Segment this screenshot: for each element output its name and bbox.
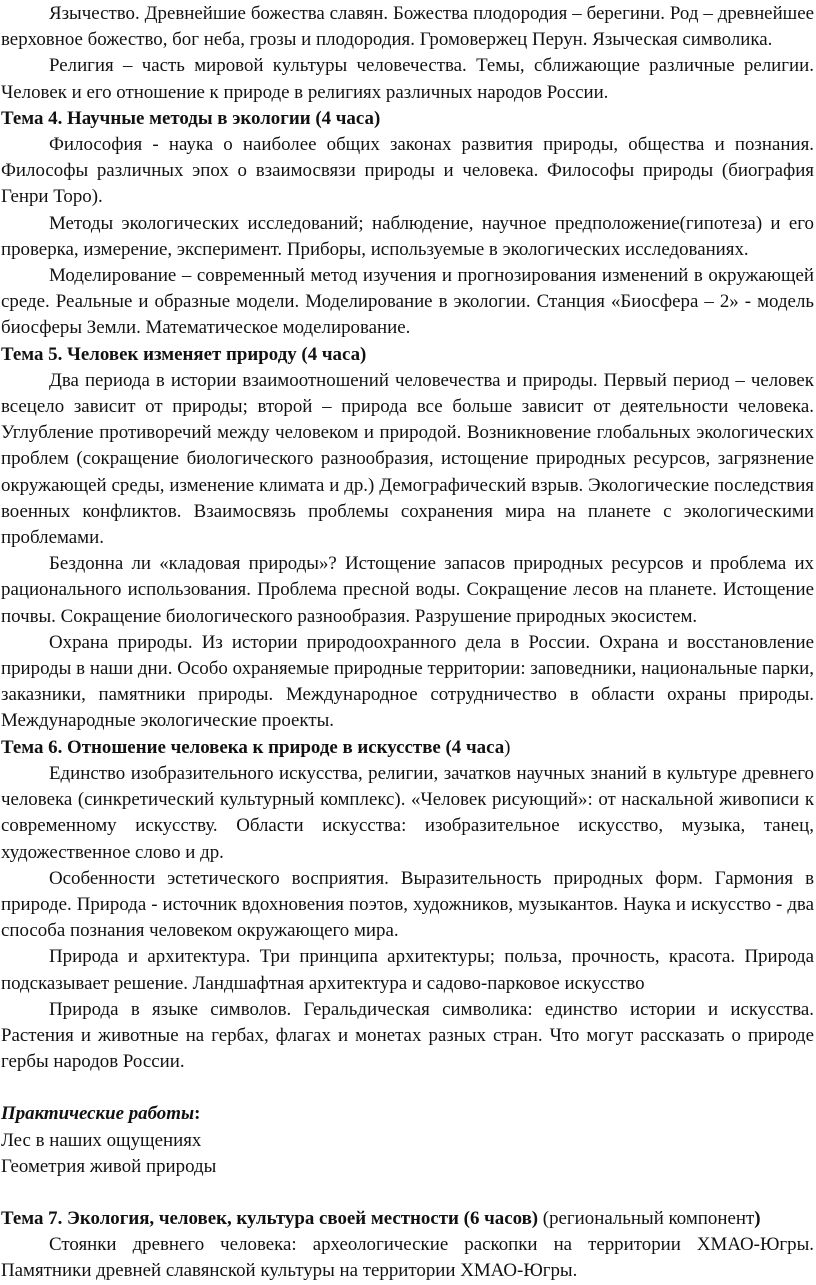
topic-5-heading: Тема 5. Человек изменяет природу (4 часа) — [1, 343, 367, 365]
topic-5-paragraph: Бездонна ли «кладовая природы»? Истощение запасов природных ресурсов и проблема их рационального использования. Проблема пресной воды. Сокращение лесов на планете. Истощение почвы. Сокращение биологического разнообразия. Разрушение природных экосистем. — [1, 553, 814, 627]
topic-5-paragraph: Два периода в истории взаимоотношений человечества и природы. Первый период – человек всецело зависит от природы; второй – природа все больше зависит от деятельности человека. Углубление противоречий между человеком и природой. Возникновение глобальных экологических проблем (сокращение биологического разнообразия, истощение природных ресурсов, загрязнение окружающей среды, изменение климата и др.) Демографический взрыв. Экологические последствия военных конфликтов. Взаимосвязь проблемы сохранения мира на планете с экологическими проблемами. — [1, 369, 814, 549]
topic-6-heading-text: Тема 6. Отношение человека к природе в искусстве (4 часа — [1, 736, 505, 758]
topic-4-paragraph: Моделирование – современный метод изучения и прогнозирования изменений в окружающей среде. Реальные и образные модели. Моделирование в экологии. Станция «Биосфера – 2» - модель биосферы Земли. Математическое моделирование. — [1, 265, 814, 339]
topic-7-heading-text: Тема 7. Экология, человек, культура своей местности (6 часов) — [1, 1207, 539, 1229]
practice-item: Геометрия живой природы — [1, 1155, 217, 1177]
intro-paragraph-paganism: Язычество. Древнейшие божества славян. Божества плодородия – берегини. Род – древнейшее верховное божество, бог неба, грозы и плодородия. Громовержец Перун. Языческая символика. — [1, 3, 814, 51]
topic-6-heading — [1, 735, 814, 761]
topic-7-heading-close: ) — [754, 1207, 761, 1229]
practice-heading — [1, 1101, 814, 1127]
topic-6-paragraph: Природа в языке символов. Геральдическая символика: единство истории и искусства. Растения и животные на гербах, флагах и монетах разных стран. Что могут рассказать о природе гербы народов России. — [1, 998, 814, 1073]
topic-4-heading: Тема 4. Научные методы в экологии (4 часа) — [1, 107, 381, 129]
topic-7-heading — [1, 1206, 814, 1232]
topic-6-paragraph: Единство изобразительного искусства, религии, зачатков научных знаний в культуре древнего человека (синкретический культурный комплекс). «Человек рисующий»: от наскальной живописи к современному искусству. Области искусства: изобразительное искусство, музыка, танец, художественное слово и др. — [1, 762, 814, 863]
practice-heading-colon: : — [194, 1103, 201, 1125]
topic-5-paragraph: Охрана природы. Из истории природоохранного дела в России. Охрана и восстановление природы в наши дни. Особо охраняемые природные территории: заповедники, национальные парки, заказники, памятники природы. Международное сотрудничество в области охраны природы. Международные экологические проекты. — [1, 631, 814, 732]
topic-6-paragraph: Природа и архитектура. Три принципа архитектуры; польза, прочность, красота. Природа подсказывает решение. Ландшафтная архитектура и садово-парковое искусство — [1, 946, 814, 994]
section-spacer — [1, 1180, 814, 1206]
topic-4-paragraph: Методы экологических исследований; наблюдение, научное предположение(гипотеза) и его проверка, измерение, эксперимент. Приборы, используемые в экологических исследованиях. — [1, 212, 814, 260]
topic-7-paragraph: Стоянки древнего человека: археологические раскопки на территории ХМАО-Югры. Памятники древней славянской культуры на территории ХМАО-Югры. — [1, 1234, 814, 1282]
practice-heading-text: Практические работы — [1, 1103, 195, 1125]
practice-item: Лес в наших ощущениях — [1, 1129, 202, 1151]
topic-4-paragraph: Философия - наука о наиболее общих законах развития природы, общества и познания. Философы различных эпох о взаимосвязи природы и человека. Философы природы (биография Генри Торо). — [1, 134, 814, 208]
intro-paragraph-religion: Религия – часть мировой культуры человечества. Темы, сближающие различные религии. Человек и его отношение к природе в религиях различных народов России. — [1, 55, 814, 103]
topic-6-paragraph: Особенности эстетического восприятия. Выразительность природных форм. Гармония в природе. Природа - источник вдохновения поэтов, художников, музыкантов. Наука и искусство - два способа познания человеком окружающего мира. — [1, 867, 814, 942]
topic-6-heading-close: ) — [504, 736, 511, 758]
topic-7-heading-regional: (региональный компонент — [538, 1207, 755, 1229]
